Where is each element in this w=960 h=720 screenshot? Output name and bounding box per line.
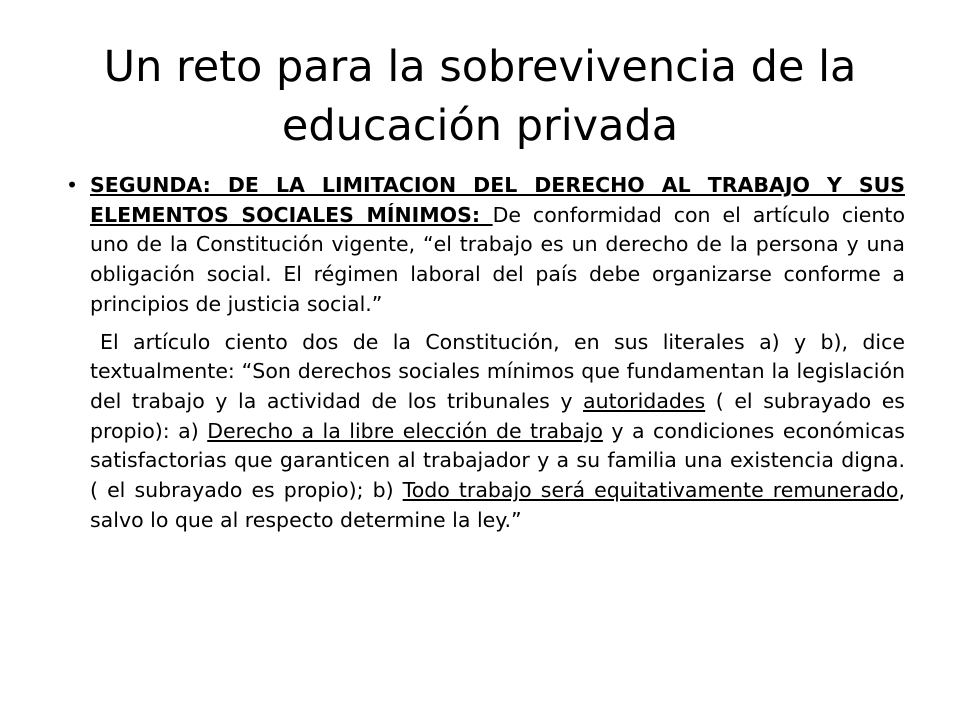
- slide-title: Un reto para la sobrevivencia de la educación privada: [103, 42, 857, 151]
- paragraph-2-seg2: ( el subrayado es propio): a): [90, 388, 905, 443]
- paragraph-lead: SEGUNDA: DE LA LIMITACION DEL DERECHO AL TRABAJO Y SUS ELEMENTOS SOCIALES MÍNIMOS:: [90, 173, 905, 227]
- paragraph-1-text: De conformidad con el artículo ciento uno de la Constitución vigente, “el trabajo es un derecho de la persona y una obligación social. El régimen laboral del país debe organizarse conforme a principios de justicia social.”: [90, 202, 905, 316]
- slide-body: [66, 171, 905, 535]
- paragraph-2-seg3: y a condiciones económicas satisfactorias que garanticen al trabajador y a su familia una existencia digna. ( el subrayado es propio); b): [90, 418, 905, 503]
- bullet-marker: •: [66, 173, 79, 197]
- bullet-paragraph-1: [66, 171, 905, 320]
- underlined-autoridades: autoridades: [583, 388, 706, 413]
- paragraph-2-seg4: , salvo lo que al respecto determine la ley.”: [90, 478, 905, 532]
- underlined-derecho-libre-eleccion: Derecho a la libre elección de trabajo: [207, 418, 603, 443]
- paragraph-2: [90, 328, 905, 536]
- paragraph-2-seg1: El artículo ciento dos de la Constitución, en sus literales a) y b), dice textualmente: “Son derechos sociales mínimos que fundamentan la legislación del trabajo y la actividad de los tribunales y: [90, 329, 905, 413]
- underlined-todo-trabajo: Todo trabajo será equitativamente remunerado: [402, 478, 899, 503]
